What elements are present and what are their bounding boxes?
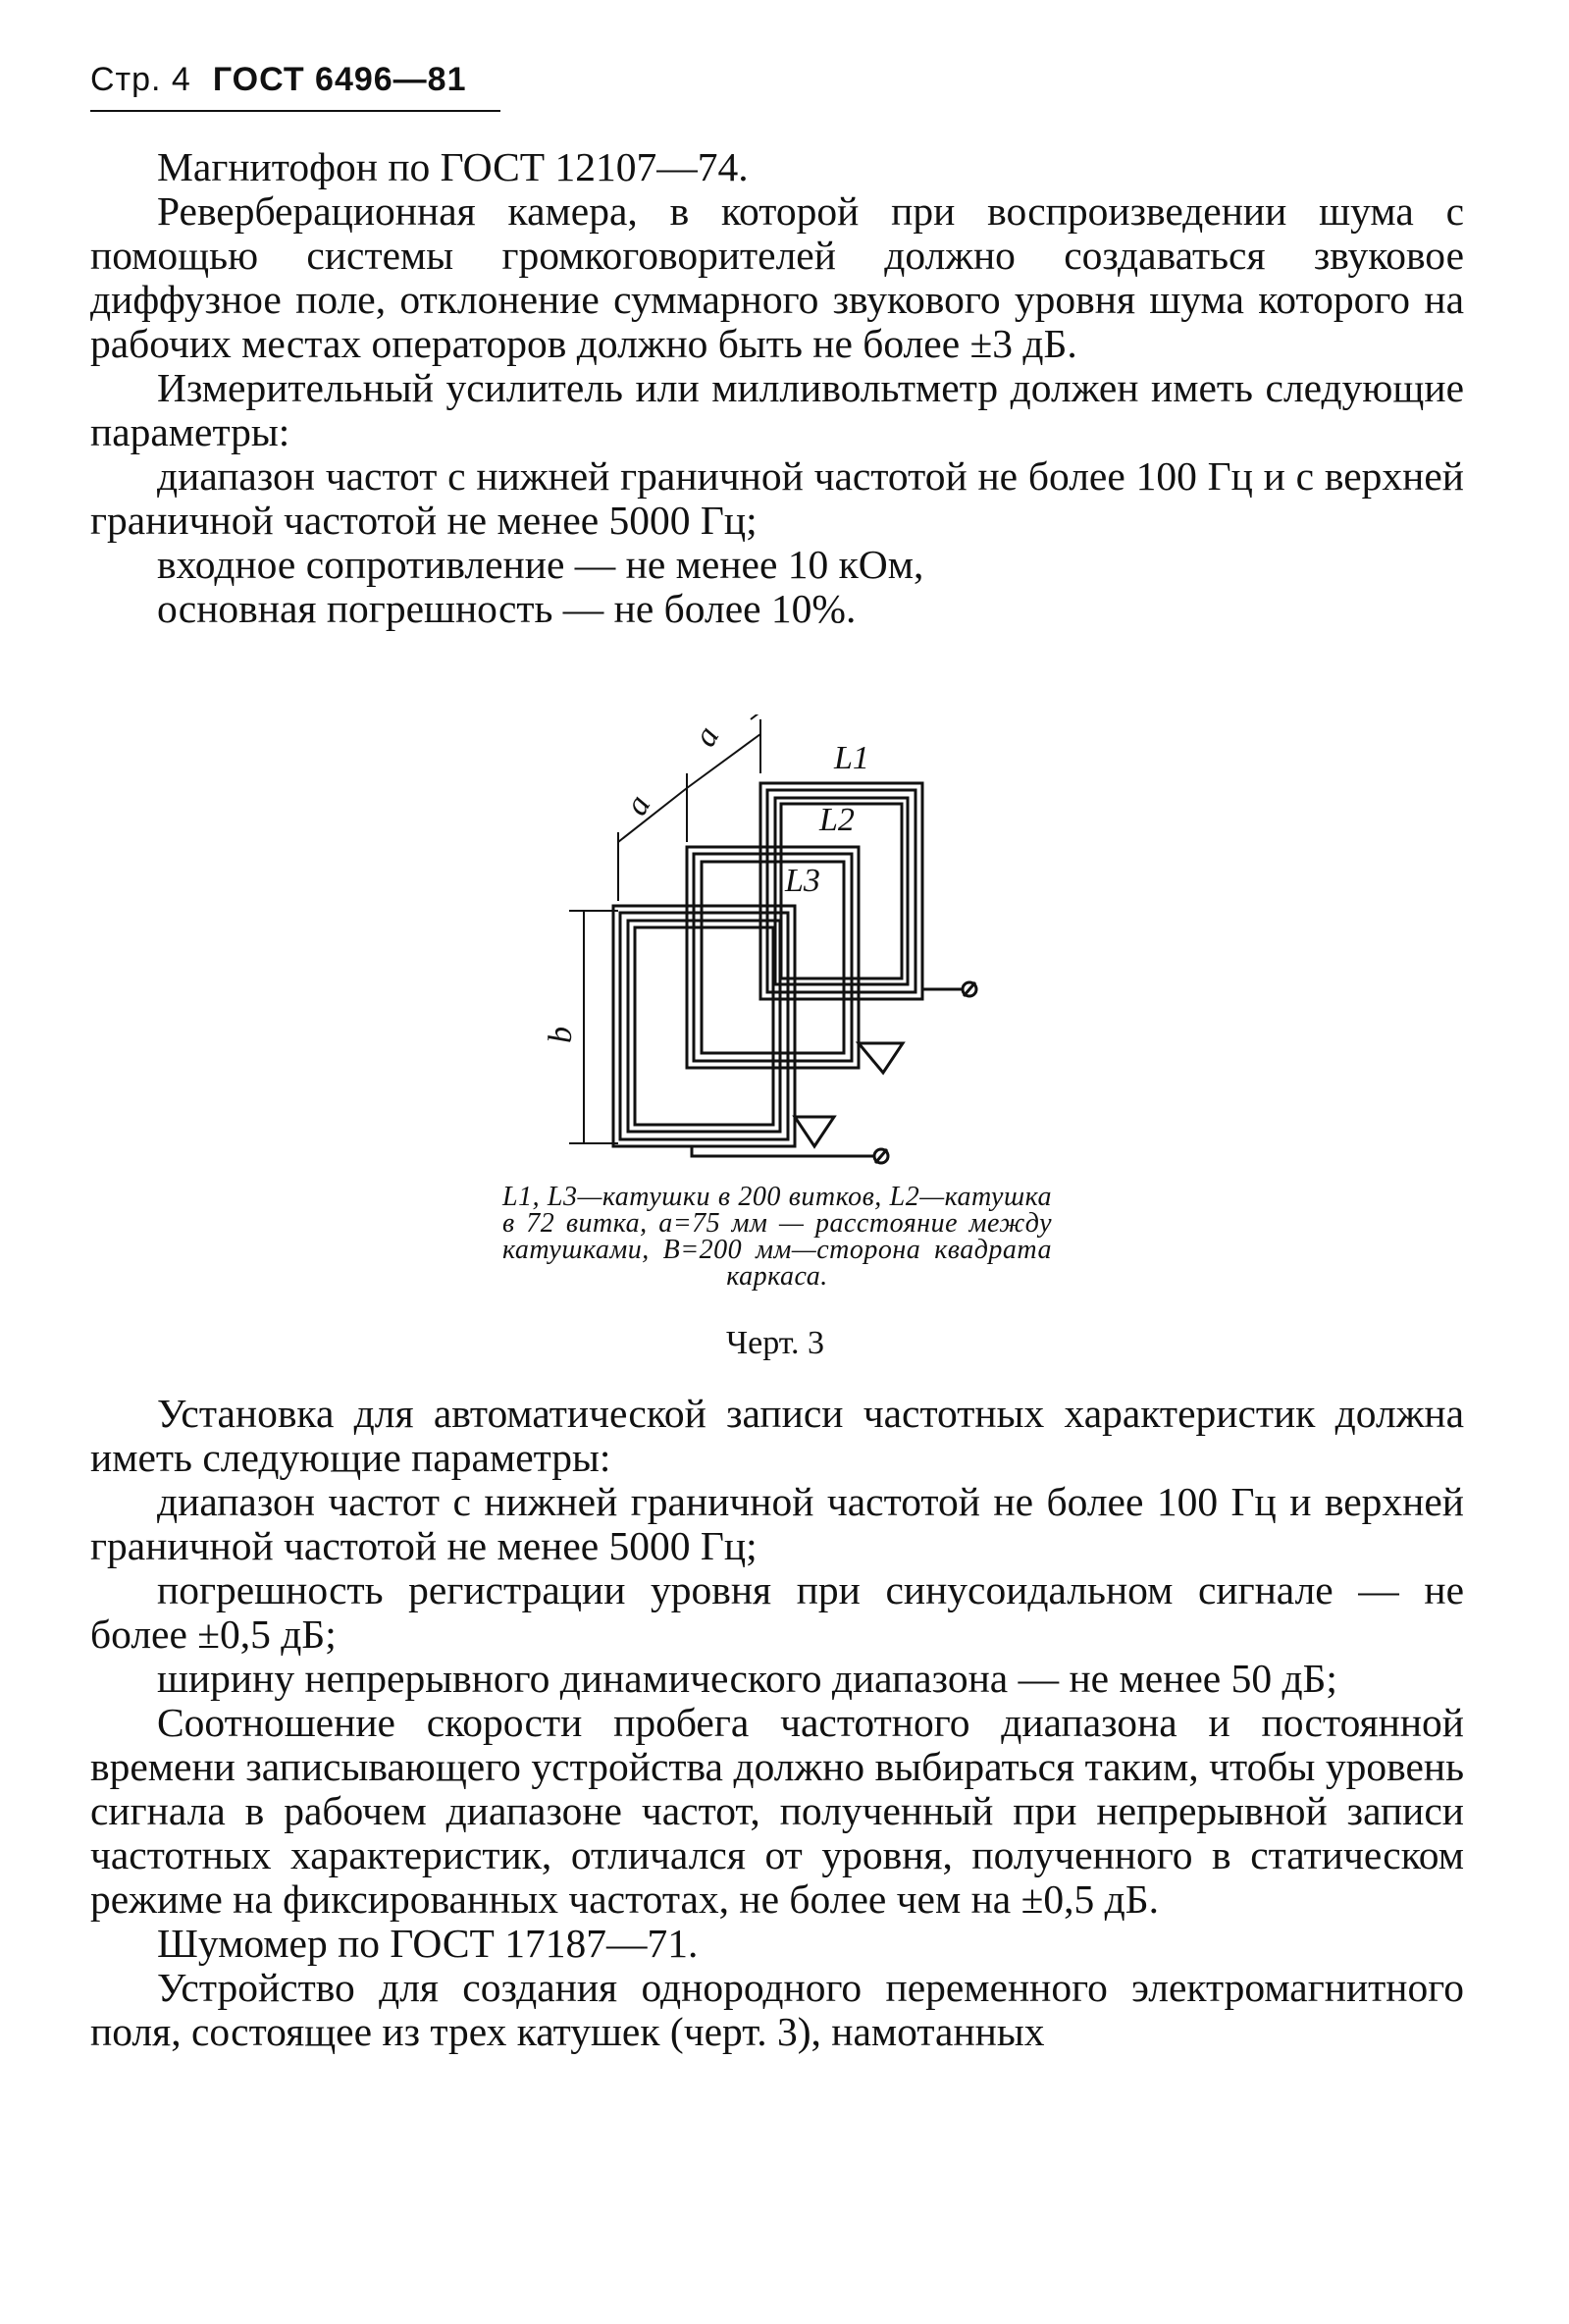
paragraph: диапазон частот с нижней граничной частотой не более 100 Гц и верхней граничной частотой не менее 5000 Гц;: [90, 1479, 1464, 1568]
header-rule: [90, 110, 500, 112]
paragraph: Шумомер по ГОСТ 17187—71.: [157, 1921, 699, 1966]
label-a-2: a: [686, 719, 727, 753]
figure-caption: L1, L3—катушки в 200 витков, L2—катушка в 72 витка, a=75 мм — расстояние между катушками, B=200 мм—сторона квадрата каркаса.: [502, 1182, 1052, 1292]
text-block-bottom: [90, 1392, 1464, 2054]
label-a-1: a: [617, 788, 658, 821]
paragraph: погрешность регистрации уровня при синусоидальном сигнале — не более ±0,5 дБ;: [90, 1567, 1464, 1657]
page-header: [90, 61, 467, 99]
label-b: b: [543, 1027, 579, 1043]
paragraph: ширину непрерывного динамического диапазона — не менее 50 дБ;: [157, 1656, 1337, 1701]
standard-code: ГОСТ 6496—81: [212, 61, 467, 98]
text-block-top: [90, 145, 1464, 631]
paragraph: Установка для автоматической записи частотных характеристик должна иметь следующие параметры:: [90, 1391, 1464, 1480]
paragraph: диапазон частот с нижней граничной частотой не более 100 Гц и с верхней граничной частотой не менее 5000 Гц;: [90, 453, 1464, 543]
paragraph: Измерительный усилитель или милливольтметр должен иметь следующие параметры:: [90, 365, 1464, 454]
paragraph: основная погрешность — не более 10%.: [157, 586, 857, 631]
page-number: Стр. 4: [90, 61, 191, 98]
label-l3: L3: [785, 863, 820, 899]
paragraph: Реверберационная камера, в которой при воспроизведении шума с помощью системы громкоговорителей должно создаваться звуковое диффузное поле, отклонение суммарного звукового уровня шума которого на рабочих местах операторов должно быть не более ±3 дБ.: [90, 188, 1464, 366]
figure-label: Черт. 3: [726, 1325, 825, 1361]
paragraph: Устройство для создания однородного переменного электромагнитного поля, состоящее из трех катушек (черт. 3), намотанных: [90, 1965, 1464, 2054]
label-l1: L1: [834, 740, 869, 776]
coil-diagram: [510, 714, 1060, 1176]
paragraph: Магнитофон по ГОСТ 12107—74.: [157, 144, 749, 189]
paragraph: входное сопротивление — не менее 10 кОм,: [157, 542, 924, 587]
label-l2: L2: [819, 802, 855, 838]
paragraph: Соотношение скорости пробега частотного диапазона и постоянной времени записывающего устройства должно выбираться таким, чтобы уровень сигнала в рабочем диапазоне частот, полученный при непрерывной записи частотных характеристик, отличался от уровня, полученного в статическом режиме на фиксированных частотах, не более чем на ±0,5 дБ.: [90, 1700, 1464, 1922]
